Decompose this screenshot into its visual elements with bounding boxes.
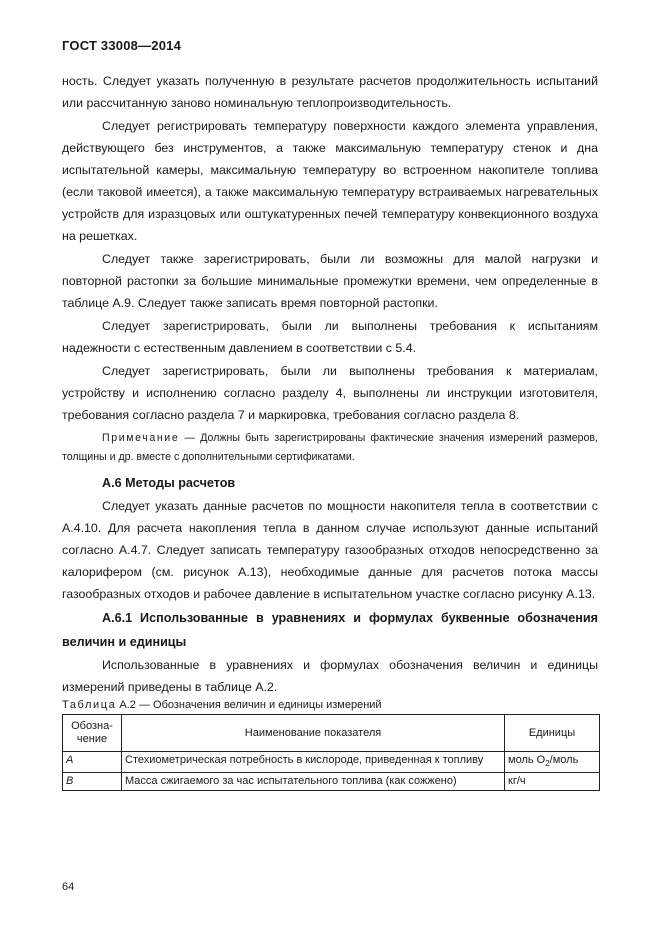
- header-symbol: Обозна-чение: [63, 715, 122, 752]
- section-a6-heading: А.6 Методы расчетов: [102, 476, 236, 490]
- unit-suffix: /моль: [549, 754, 579, 766]
- paragraph-4: Следует зарегистрировать, были ли выполнены требования к испытаниям надежности с естественным давлением в соответствии с 5.4.: [62, 319, 598, 355]
- note: [62, 429, 598, 467]
- row-unit: [505, 773, 600, 791]
- section-a6-text: Следует указать данные расчетов по мощности накопителя тепла в соответствии с А.4.10. Для расчета накопления тепла в данном случае используют данные испытаний согласно А.4.7. Следует записать температуру газообразных отходов непосредственно за калорифером (см. рисунок А.13), необходимые данные для расчетов потока массы газообразных отходов и рабочее давление в испытательном участке согласно рисунку А.13.: [62, 499, 598, 601]
- table-row: [63, 773, 600, 791]
- page-content: [62, 70, 598, 791]
- section-a61-text: Использованные в уравнениях и формулах обозначения величин и единицы измерений приведены в таблице А.2.: [62, 658, 598, 694]
- paragraph-3: Следует также зарегистрировать, были ли возможны для малой нагрузки и повторной растопки за большие минимальные промежутки времени, чем определенные в таблице А.9. Следует также записать время повторной растопки.: [62, 252, 598, 310]
- header-units: Единицы: [505, 715, 600, 752]
- row-unit: [505, 752, 600, 773]
- table-caption-text: А.2 — Обозначения величин и единицы измерений: [116, 699, 382, 711]
- symbols-table: [62, 714, 600, 791]
- table-row: [63, 752, 600, 773]
- unit-subscript: 2: [545, 759, 550, 769]
- paragraph-2: Следует регистрировать температуру поверхности каждого элемента управления, действующего без инструментов, а также максимальную температуру стенок и дна испытательной камеры, максимальную температуру во встроенном накопителе топлива (если таковой имеется), а также максимальную температуру встраиваемых нагревательных устройств для изразцовых или оштукатуренных печей температуру конвекционного воздуха на решетках.: [62, 119, 598, 243]
- table-caption-label: Таблица: [62, 699, 117, 711]
- page-number: 64: [62, 881, 75, 893]
- row-name: Масса сжигаемого за час испытательного топлива (как сожжено): [122, 773, 505, 791]
- table-caption: [62, 699, 598, 712]
- row-name: Стехиометрическая потребность в кислороде, приведенная к топливу: [122, 752, 505, 773]
- paragraph-1: ность. Следует указать полученную в результате расчетов продолжительность испытаний или рассчитанную заново номинальную теплопроизводительность.: [62, 74, 598, 110]
- row-symbol: B: [63, 773, 122, 791]
- row-symbol: A: [63, 752, 122, 773]
- table-header-row: [63, 715, 600, 752]
- unit-prefix: кг/ч: [508, 775, 526, 788]
- document-header: ГОСТ 33008—2014: [62, 38, 181, 53]
- note-text: — Должны быть зарегистрированы фактические значения измерений размеров, толщины и др. вместе с дополнительными сертификатами.: [62, 432, 598, 463]
- unit-prefix: моль O: [508, 754, 546, 766]
- section-a61-heading: А.6.1 Использованные в уравнениях и формулах буквенные обозначения величин и единицы: [62, 611, 598, 649]
- paragraph-5: Следует зарегистрировать, были ли выполнены требования к материалам, устройству и исполнению согласно разделу 4, выполнены ли инструкции изготовителя, требования согласно раздела 7 и маркировка, требования согласно раздела 8.: [62, 364, 598, 422]
- note-label: Примечание: [102, 432, 180, 444]
- header-name: Наименование показателя: [122, 715, 505, 752]
